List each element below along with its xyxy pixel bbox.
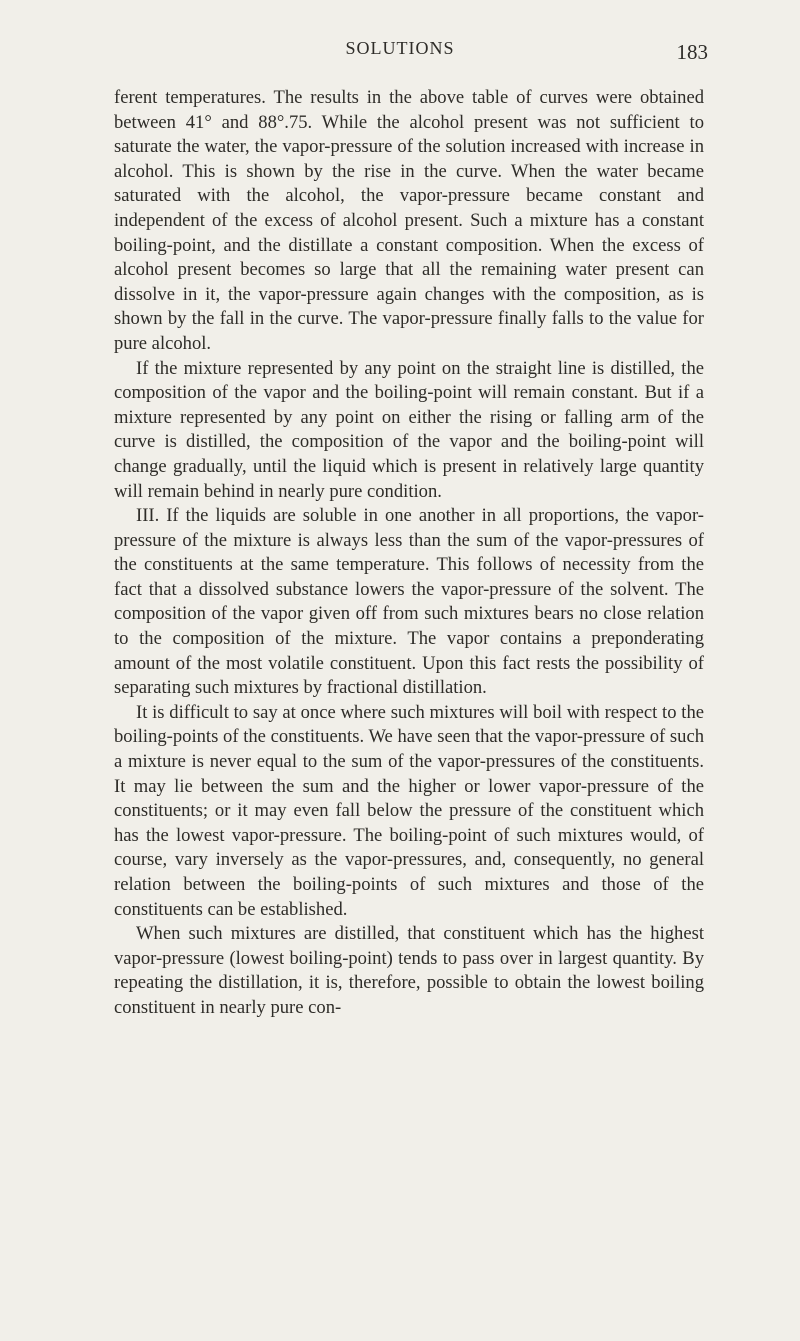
paragraph-continued: ferent temperatures. The results in the above table of curves were obtained between 41° and 88°.75. While the alcohol present was not sufficient to saturate the water, the vapor-pressure of the solution increased with increase in alcohol. This is shown by the rise in the curve. When the water became saturated with the alcohol, the vapor-pressure became constant and independent of the excess of alcohol present. Such a mixture has a constant boiling-point, and the distillate a constant composition. When the excess of alcohol present becomes so large that all the remaining water present can dissolve in it, the vapor-pressure again changes with the composition, as is shown by the fall in the curve. The vapor-pressure finally falls to the value for pure alcohol. <box>114 87 704 354</box>
paragraph-distillation: When such mixtures are distilled, that constituent which has the highest vapor-pressure (lowest boiling-point) tends to pass over in largest quantity. By repeating the distillation, it is, therefore, possible to obtain the lowest boiling constituent in nearly pure con- <box>114 923 704 1018</box>
page-number: 183 <box>676 40 708 64</box>
paragraph-case-three: III. If the liquids are soluble in one another in all proportions, the vapor-pressure of the mixture is always less than the sum of the vapor-pressures of the constituents at the same temperature. This follows of necessity from the fact that a dissolved substance lowers the vapor-pressure of the solvent. The composition of the vapor given off from such mixtures bears no close relation to the composition of the mixture. The vapor contains a preponderating amount of the most volatile constituent. Upon this fact rests the possibility of separating such mixtures by fractional distillation. <box>114 505 704 699</box>
page-header <box>0 38 800 68</box>
body-text <box>114 86 704 1021</box>
paragraph-straight-line: If the mixture represented by any point on the straight line is distilled, the composition of the vapor and the boiling-point will remain constant. But if a mixture represented by any point on either the rising or falling arm of the curve is distilled, the composition of the vapor and the boiling-point will change gradually, until the liquid which is present in relatively large quantity will remain behind in nearly pure condition. <box>114 357 704 502</box>
running-head: SOLUTIONS <box>345 38 455 58</box>
paragraph-boiling-points: It is difficult to say at once where such mixtures will boil with respect to the boiling-points of the constituents. We have seen that the vapor-pressure of such a mixture is never equal to the sum of the vapor-pressures of the constituents. It may lie between the sum and the higher or lower vapor-pressure of the constituents; or it may even fall below the pressure of the constituent which has the lowest vapor-pressure. The boiling-point of such mixtures would, of course, vary inversely as the vapor-pressures, and, consequently, no general relation between the boiling-points of such mixtures and those of the constituents can be established. <box>114 701 704 920</box>
